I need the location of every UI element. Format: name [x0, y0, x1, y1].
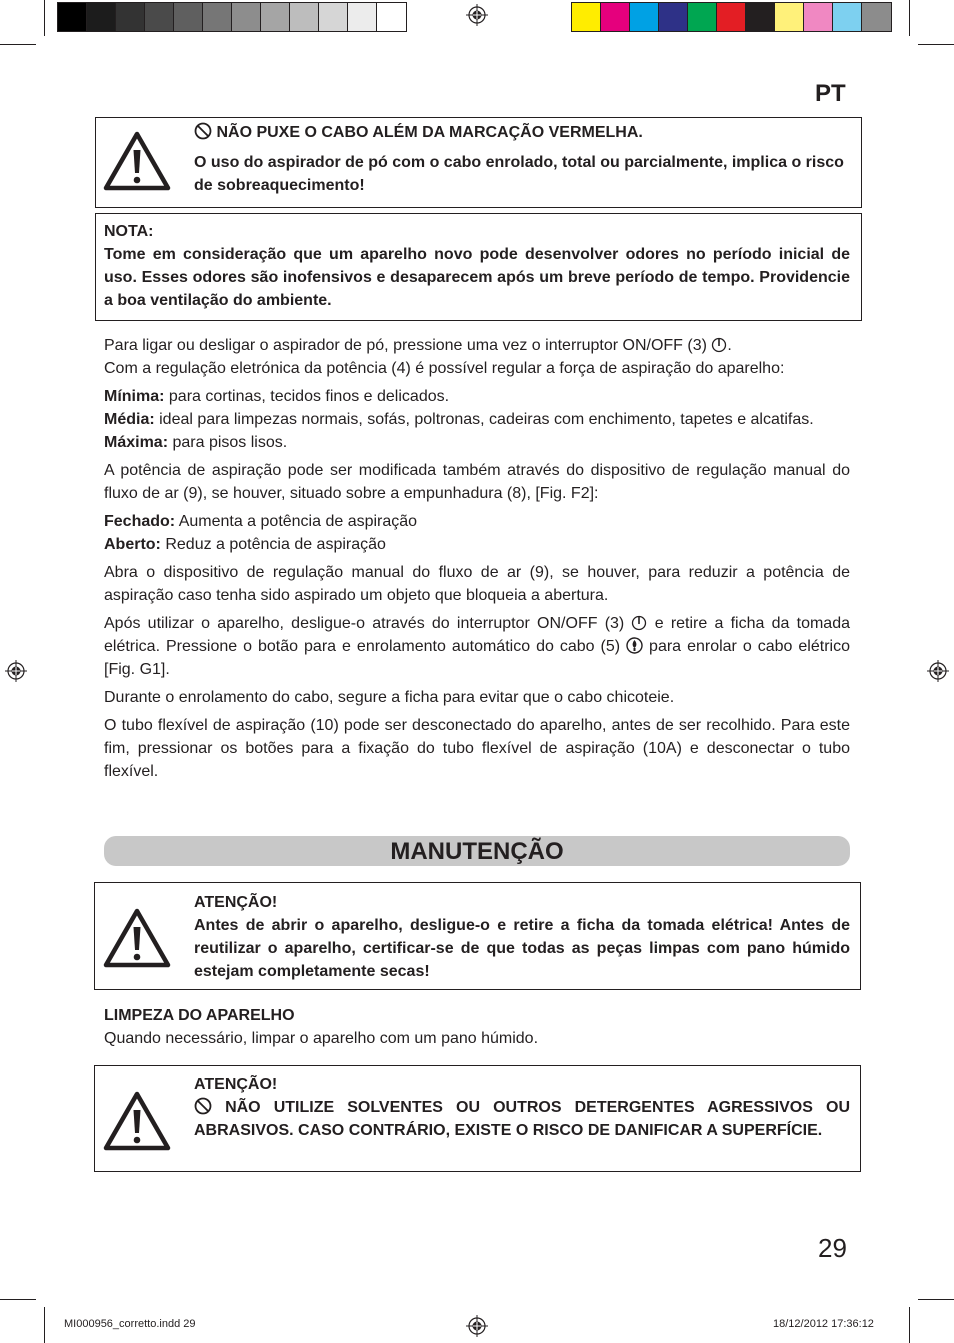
footer-timestamp: 18/12/2012 17:36:12	[773, 1318, 874, 1330]
power-text: Para ligar ou desligar o aspirador de pó, pressione uma vez o interruptor ON/OFF (3)	[104, 337, 707, 354]
color-swatch	[174, 3, 203, 31]
airflow-paragraph: A potência de aspiração pode ser modificada também através do dispositivo de regulação manual do fluxo de ar (9), se houver, situado sobre a empunhadura (8), [Fig. F2]:	[104, 462, 850, 502]
closed-text: Aumenta a potência de aspiração	[175, 513, 418, 530]
warning-triangle-icon	[103, 1090, 171, 1152]
warning-triangle-icon	[103, 130, 171, 192]
warning1-title-line	[194, 121, 854, 144]
color-swatch	[319, 3, 348, 31]
warning1-text: O uso do aspirador de pó com o cabo enrolado, total ou parcialmente, implica o risco de sobreaquecimento!	[194, 154, 844, 194]
note-box	[95, 213, 862, 321]
cleaning-title: LIMPEZA DO APARELHO	[104, 1007, 295, 1024]
color-swatch	[804, 3, 833, 31]
crop-mark	[909, 0, 910, 36]
warning3-text: NÃO UTILIZE SOLVENTES OU OUTROS DETERGENTES AGRESSIVOS OU ABRASIVOS. CASO CONTRÁRIO, EXISTE O RISCO DE DANIFICAR A SUPERFÍCIE.	[194, 1099, 850, 1139]
crop-mark	[44, 0, 45, 36]
color-swatch	[746, 3, 775, 31]
rewind-paragraph: Durante o enrolamento do cabo, segure a ficha para evitar que o cabo chicoteie.	[104, 689, 675, 706]
registration-mark-icon	[466, 1315, 488, 1337]
warning2-text: Antes de abrir o aparelho, desligue-o e retire a ficha da tomada elétrica! Antes de reutilizar o aparelho, certificar-se de que todas as peças limpas com pano húmido estejam completamente secas!	[194, 917, 850, 980]
color-swatch	[116, 3, 145, 31]
color-swatch	[862, 3, 891, 31]
crop-mark	[918, 1299, 954, 1300]
footer-file-info: MI000956_corretto.indd 29	[64, 1318, 196, 1330]
crop-mark	[0, 44, 36, 45]
gray-color-bar	[57, 2, 407, 32]
med-text: ideal para limpezas normais, sofás, poltronas, cadeiras com enchimento, tapetes e alcatifas.	[154, 411, 814, 428]
color-swatch	[58, 3, 87, 31]
cleaning-text: Quando necessário, limpar o aparelho com um pano húmido.	[104, 1030, 539, 1047]
color-swatch	[717, 3, 746, 31]
med-label: Média:	[104, 411, 155, 428]
after-use-paragraph	[104, 612, 850, 681]
warning3-label: ATENÇÃO!	[194, 1076, 278, 1093]
color-swatch	[203, 3, 232, 31]
airflow-open-paragraph: Abra o dispositivo de regulação manual do fluxo de ar (9), se houver, para reduzir a potência de aspiração caso tenha sido aspirado um objeto que bloqueia a abertura.	[104, 564, 850, 604]
regulation-paragraph: Com a regulação eletrónica da potência (4) é possível regular a força de aspiração do aparelho:	[104, 360, 785, 377]
note-text: Tome em consideração que um aparelho novo pode desenvolver odores no período inicial de uso. Esses odores são inofensivos e desaparecem após um breve período de tempo. Providencie a boa ventilação do ambiente.	[104, 246, 850, 309]
warning3-body	[194, 1096, 850, 1142]
color-swatch	[348, 3, 377, 31]
open-text: Reduz a potência de aspiração	[160, 536, 386, 553]
color-swatch	[630, 3, 659, 31]
body-section	[104, 334, 850, 783]
page-number: 29	[818, 1233, 847, 1263]
color-swatch	[775, 3, 804, 31]
color-swatch	[261, 3, 290, 31]
power-icon	[711, 336, 727, 353]
color-swatch	[659, 3, 688, 31]
warning-box-maintenance	[94, 882, 861, 990]
warning-triangle-icon	[103, 907, 171, 969]
med-paragraph	[104, 408, 850, 431]
power-text-end: .	[727, 337, 732, 354]
min-paragraph	[104, 385, 850, 408]
crop-mark	[918, 44, 954, 45]
color-swatch	[688, 3, 717, 31]
warning-box-solvents	[94, 1065, 861, 1172]
min-text: para cortinas, tecidos finos e delicados.	[164, 388, 450, 405]
language-label: PT	[815, 80, 846, 107]
note-label: NOTA:	[104, 223, 154, 240]
color-swatch	[601, 3, 630, 31]
warning2-label: ATENÇÃO!	[194, 894, 278, 911]
process-color-bar	[571, 2, 892, 32]
max-paragraph	[104, 431, 850, 454]
closed-paragraph	[104, 510, 850, 533]
crop-mark	[44, 1307, 45, 1343]
after-use-text-b: e retire a ficha da tomada elétrica. Pressione o botão para e enrolamento automático do cabo (5)	[104, 615, 850, 655]
section-title: MANUTENÇÃO	[390, 838, 564, 865]
max-label: Máxima:	[104, 434, 169, 451]
min-label: Mínima:	[104, 388, 165, 405]
color-swatch	[87, 3, 116, 31]
crop-mark	[0, 1299, 36, 1300]
registration-mark-icon	[466, 4, 488, 26]
section-heading-bar	[104, 836, 850, 866]
power-icon	[631, 614, 647, 631]
crop-mark	[909, 1307, 910, 1343]
color-swatch	[290, 3, 319, 31]
color-swatch	[232, 3, 261, 31]
hose-paragraph: O tubo flexível de aspiração (10) pode ser desconectado do aparelho, antes de ser recolhido. Para este fim, pressionar os botões para a fixação do tubo flexível de aspiração (10A) e desconectar o tubo flexível.	[104, 717, 850, 780]
max-text: para pisos lisos.	[168, 434, 288, 451]
prohibited-icon	[194, 1097, 212, 1115]
after-use-text-c: para enrolar o cabo elétrico [Fig. G1].	[104, 638, 850, 678]
after-use-text-a: Após utilizar o aparelho, desligue-o através do interruptor ON/OFF (3)	[104, 615, 625, 632]
closed-label: Fechado:	[104, 513, 176, 530]
cleaning-section	[104, 1004, 850, 1050]
prohibited-icon	[194, 122, 212, 140]
color-swatch	[377, 3, 406, 31]
warning1-title: NÃO PUXE O CABO ALÉM DA MARCAÇÃO VERMELHA.	[216, 124, 643, 141]
color-swatch	[833, 3, 862, 31]
color-swatch	[145, 3, 174, 31]
color-swatch	[572, 3, 601, 31]
open-paragraph	[104, 533, 850, 556]
power-paragraph	[104, 334, 850, 357]
registration-mark-icon	[927, 660, 949, 682]
registration-mark-icon	[5, 660, 27, 682]
open-label: Aberto:	[104, 536, 161, 553]
warning-box-cord	[95, 117, 862, 208]
cord-rewind-icon	[626, 637, 643, 654]
